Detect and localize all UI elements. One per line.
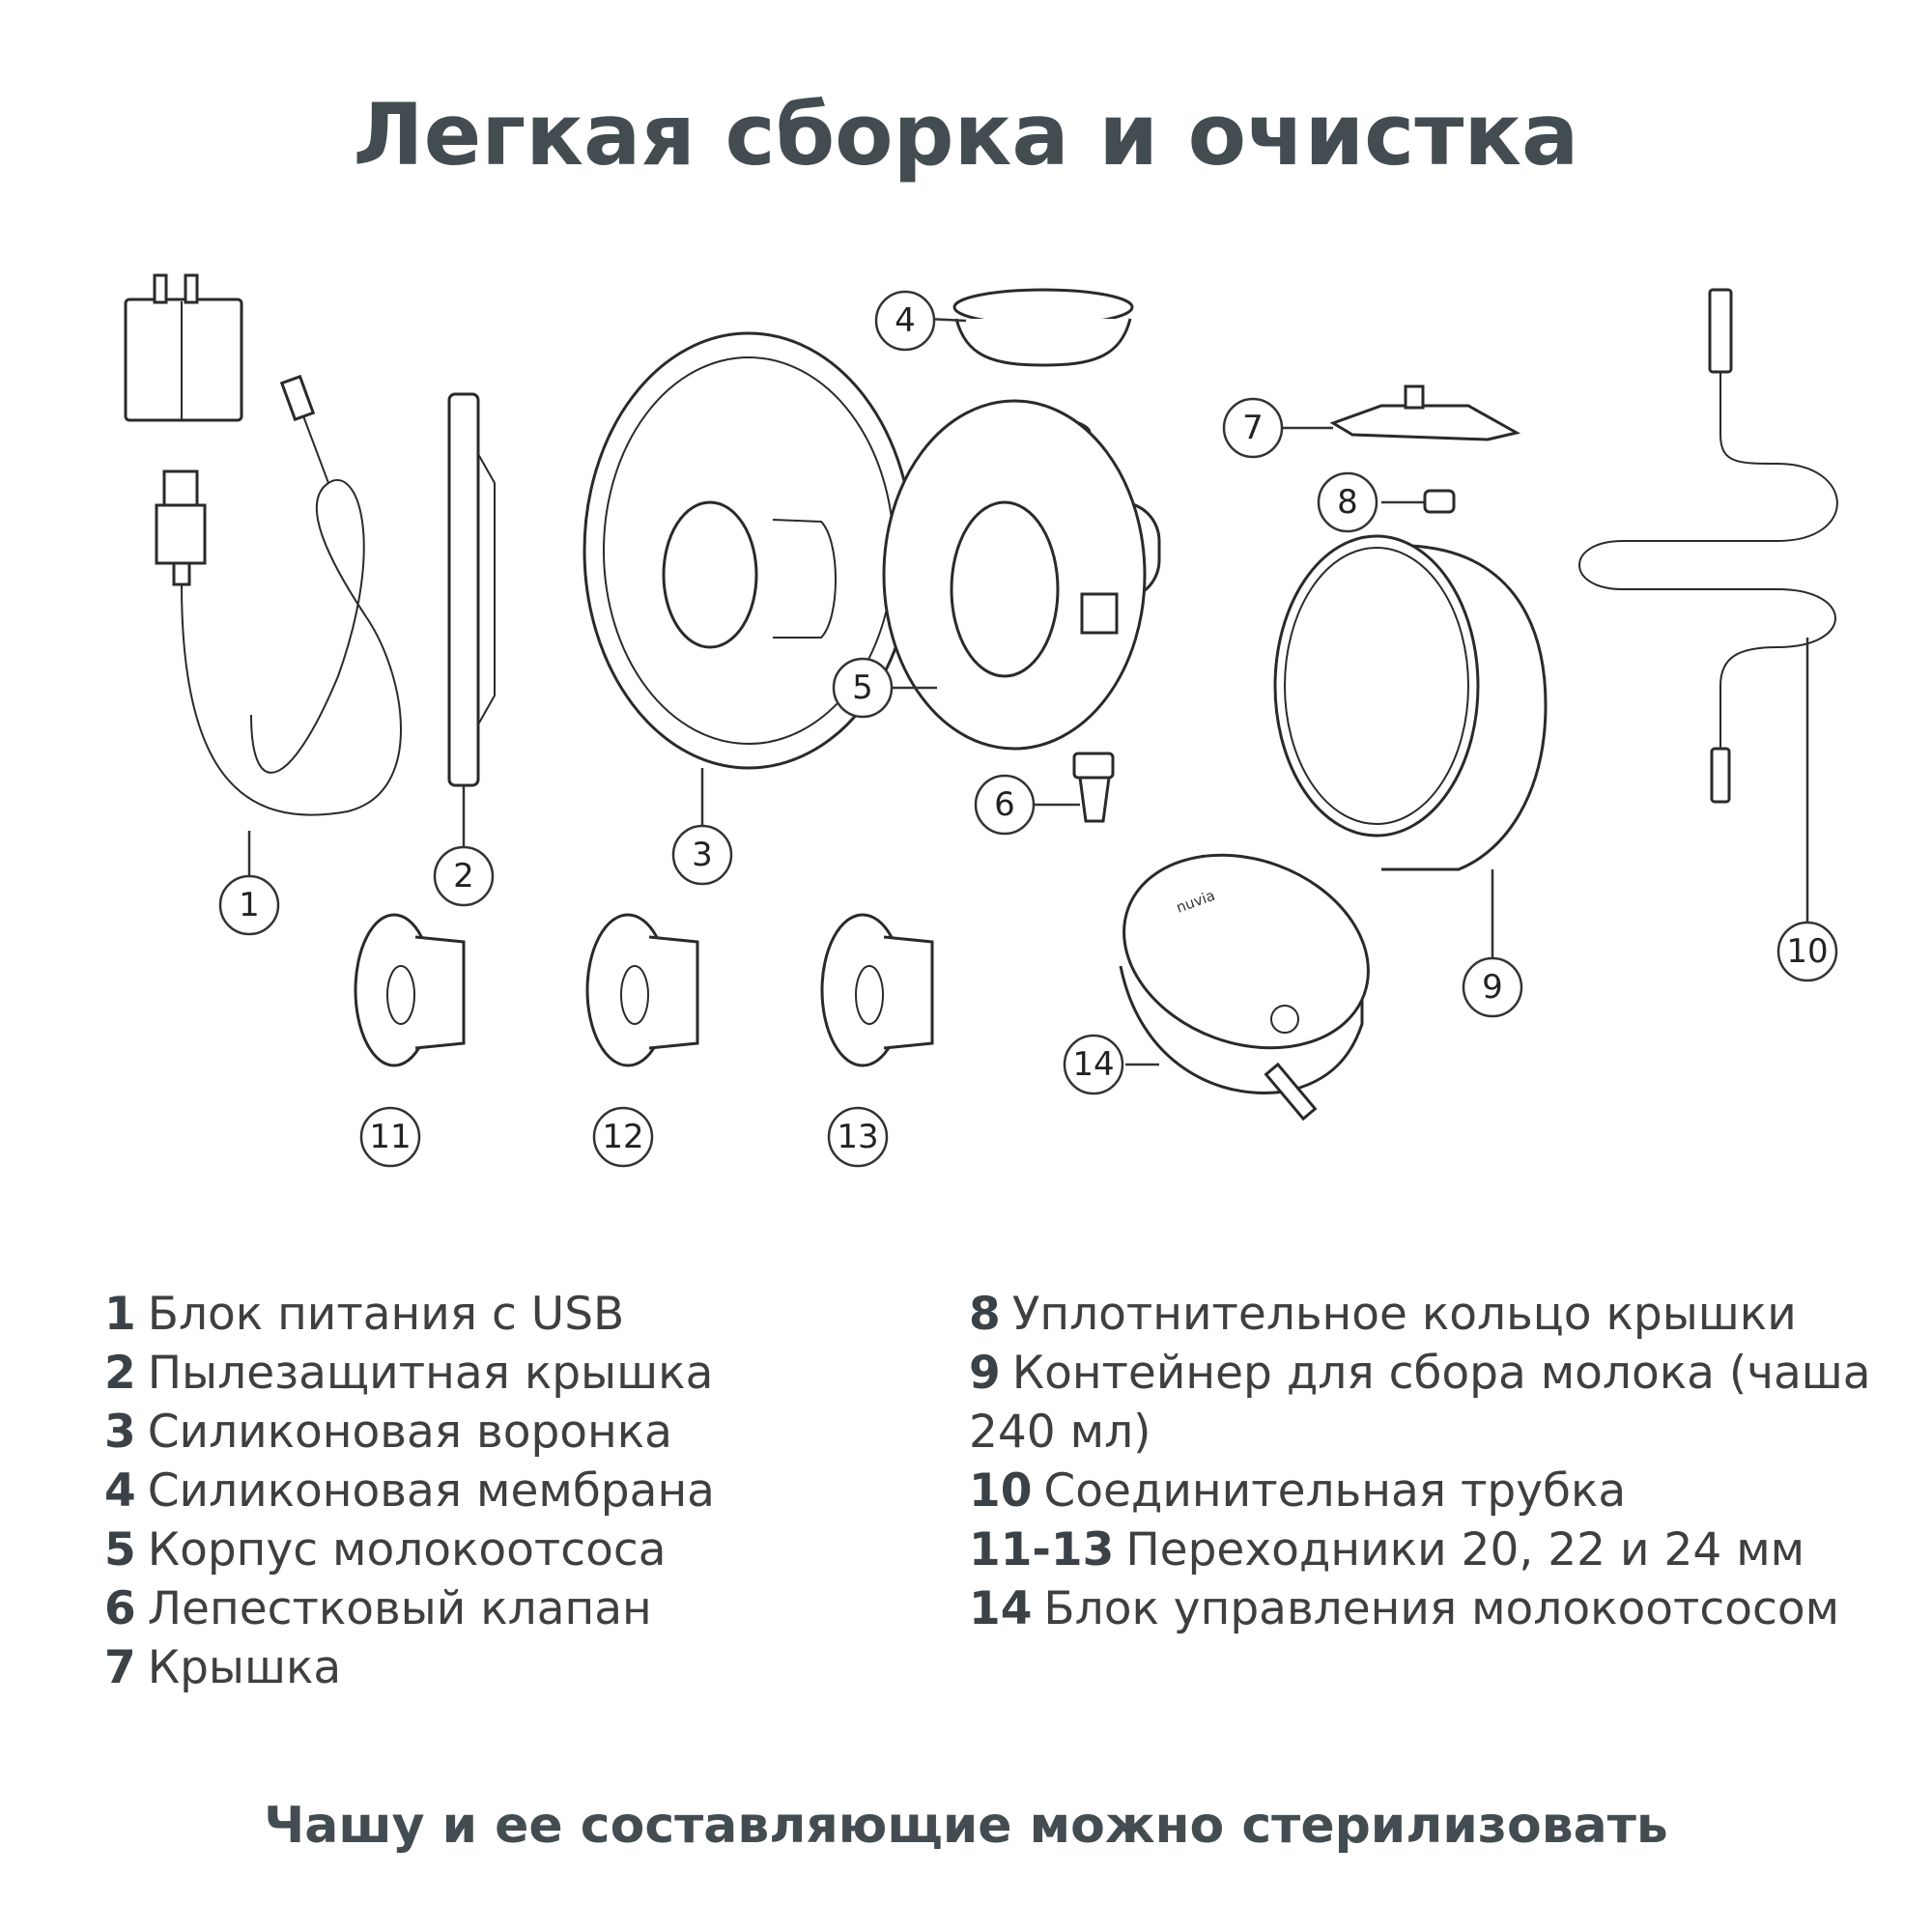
svg-text:10: 10: [1786, 932, 1829, 971]
lid-illustration: [1333, 386, 1517, 440]
legend-item: 5 Корпус молокоотсоса: [104, 1523, 667, 1577]
legend-item: 9 Контейнер для сбора молока (чаша 240 мл): [969, 1347, 1871, 1459]
adapter-13-illustration: [822, 915, 932, 1065]
svg-text:9: 9: [1482, 968, 1503, 1007]
power-adapter-illustration: [126, 275, 401, 815]
callout-4: [876, 292, 934, 350]
legend-right-column: [969, 1285, 1896, 1638]
control-unit-illustration: [1096, 822, 1395, 1119]
svg-text:4: 4: [895, 301, 916, 340]
svg-text:1: 1: [239, 886, 260, 924]
legend-item: 4 Силиконовая мембрана: [104, 1464, 715, 1518]
valve-illustration: [1074, 753, 1113, 821]
legend-item: 14 Блок управления молокоотсосом: [969, 1582, 1840, 1635]
svg-text:8: 8: [1337, 483, 1358, 522]
adapter-12-illustration: [587, 915, 697, 1065]
brand-label: nuvia: [1174, 886, 1218, 917]
legend-item: 2 Пылезащитная крышка: [104, 1347, 714, 1400]
svg-text:13: 13: [837, 1118, 879, 1156]
svg-text:5: 5: [852, 668, 873, 707]
callout-9: [1463, 958, 1521, 1016]
callout-1: [220, 876, 278, 934]
svg-text:2: 2: [453, 857, 474, 895]
legend-item: 7 Крышка: [104, 1641, 342, 1694]
svg-text:7: 7: [1242, 409, 1264, 447]
callout-10: [1778, 923, 1836, 980]
svg-text:12: 12: [602, 1118, 644, 1156]
callout-8: [1319, 473, 1377, 531]
seal-ring-illustration: [1425, 491, 1454, 512]
callout-2: [435, 847, 493, 905]
svg-text:6: 6: [994, 785, 1015, 824]
callout-5: [834, 659, 892, 717]
page-title: Легкая сборка и очистка: [353, 85, 1579, 185]
callout-12: [594, 1108, 652, 1166]
legend-item: 10 Соединительная трубка: [969, 1464, 1627, 1518]
callout-11: [361, 1108, 419, 1166]
milk-container-illustration: [1275, 536, 1546, 869]
legend-item: 11-13 Переходники 20, 22 и 24 мм: [969, 1523, 1805, 1577]
callout-13: [829, 1108, 887, 1166]
legend-item: 1 Блок питания с USB: [104, 1288, 625, 1341]
callout-6: [976, 776, 1034, 834]
tube-illustration: [1579, 290, 1837, 802]
svg-text:11: 11: [369, 1118, 412, 1156]
adapter-11-illustration: [355, 915, 464, 1065]
dust-cover-illustration: [449, 394, 495, 785]
callout-14: [1065, 1036, 1122, 1094]
legend-item: 3 Силиконовая воронка: [104, 1406, 672, 1459]
svg-text:14: 14: [1072, 1045, 1115, 1084]
callout-7: [1224, 399, 1282, 457]
legend-item: 8 Уплотнительное кольцо крышки: [969, 1288, 1797, 1341]
callout-3: [673, 826, 731, 884]
membrane-illustration: [954, 290, 1132, 365]
legend-left-column: [104, 1285, 954, 1697]
pump-body-illustration: [884, 401, 1159, 749]
legend-item: 6 Лепестковый клапан: [104, 1582, 652, 1635]
parts-diagram: [0, 251, 1932, 1217]
sterilization-note: Чашу и ее составляющие можно стерилизовать: [264, 1797, 1668, 1855]
svg-text:3: 3: [692, 836, 713, 874]
